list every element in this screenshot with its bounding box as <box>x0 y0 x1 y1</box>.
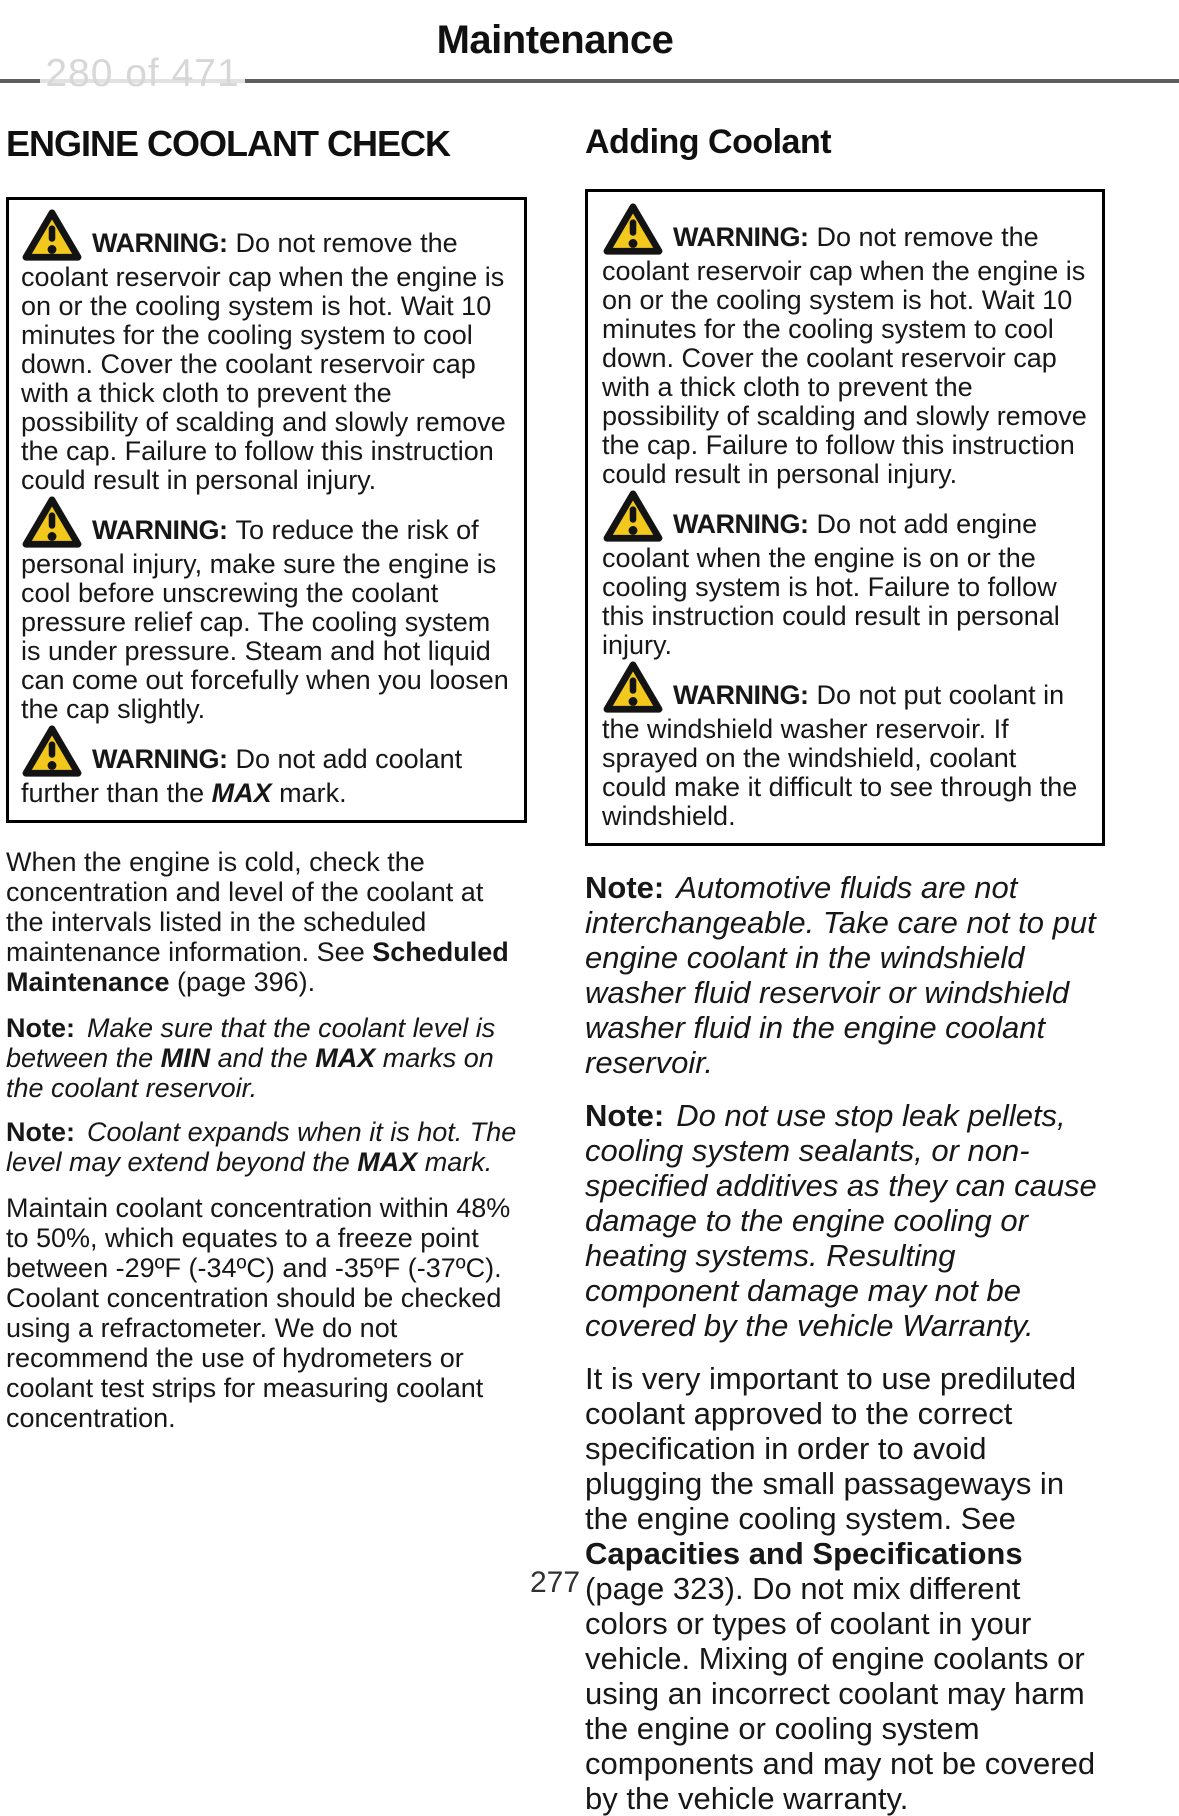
body-text: (page 323). Do not mix different colors or types of coolant in your vehicle. Mixing of engine coolants or using an incorrect coolant may harm the engine or cooling system components and may not be covered by the vehicle warranty. <box>585 1571 1096 1816</box>
subsection-heading: Adding Coolant <box>585 123 832 161</box>
note-paragraph <box>6 1117 527 1177</box>
note-text: Make sure that the coolant level is between the <box>6 1013 496 1073</box>
note-label: Note: <box>6 1117 75 1147</box>
body-paragraph: Maintain coolant concentration within 48% to 50%, which equates to a freeze point between -29ºF (-34ºC) and -35ºF (-37ºC). Coolant concentration should be checked using a refractometer. We do not recommend the use of hydrometers or coolant test strips for measuring coolant concentration. <box>6 1193 511 1433</box>
warning-triangle-icon <box>602 202 664 257</box>
body-paragraph <box>6 847 527 997</box>
pdf-page-indicator: 280 of 471 <box>40 12 245 106</box>
warning-text: Do not put coolant in the windshield washer reservoir. If sprayed on the windshield, coolant could make it difficult to see through the windshield. <box>602 680 1078 831</box>
warning-paragraph <box>21 724 512 808</box>
warning-label: WARNING: <box>673 680 809 710</box>
warning-text: To reduce the risk of personal injury, make sure the engine is cool before unscrewing the coolant pressure relief cap. The cooling system is under pressure. Steam and hot liquid can come out forcefully when you loosen the cap slightly. <box>21 515 509 724</box>
warning-triangle-icon <box>21 724 83 779</box>
right-column <box>585 122 1105 1816</box>
note-label: Note: <box>585 1098 665 1133</box>
warning-box-engine-coolant-check <box>6 197 527 823</box>
note-text: marks on the coolant reservoir. <box>6 1043 494 1103</box>
warning-text: Do not add coolant further than the <box>21 744 463 808</box>
page-number: 277 <box>529 1566 581 1599</box>
warning-box-adding-coolant <box>585 189 1105 846</box>
warning-triangle-icon <box>602 489 664 544</box>
warning-label: WARNING: <box>92 228 228 258</box>
body-text: When the engine is cold, check the concentration and level of the coolant at the intervals listed in the scheduled maintenance information. See <box>6 847 484 967</box>
note-text: and the <box>210 1043 316 1073</box>
warning-label: WARNING: <box>92 515 228 545</box>
note-label: Note: <box>585 870 665 905</box>
warning-label: WARNING: <box>673 509 809 539</box>
warning-paragraph <box>602 660 1088 831</box>
min-mark-emphasis: MIN <box>160 1043 211 1073</box>
warning-paragraph <box>602 489 1088 660</box>
body-text: It is very important to use prediluted coolant approved to the correct specification in order to avoid plugging the small passageways in the engine cooling system. See <box>585 1361 1077 1536</box>
warning-label: WARNING: <box>92 744 228 774</box>
warning-text: Do not remove the coolant reservoir cap when the engine is on or the cooling system is hot. Wait 10 minutes for the cooling system to cool down. Cover the coolant reservoir cap with a thick cloth to prevent the possibility of scalding and slowly remove the cap. Failure to follow this instruction could result in personal injury. <box>21 228 506 495</box>
warning-text: mark. <box>271 778 347 808</box>
cross-reference: Scheduled Maintenance <box>6 937 509 997</box>
warning-text: Do not add engine coolant when the engine is on or the cooling system is hot. Failure to follow this instruction could result in personal injury. <box>602 509 1060 660</box>
note-text: Coolant expands when it is hot. The level may extend beyond the <box>6 1117 517 1177</box>
warning-paragraph <box>21 495 512 724</box>
note-label: Note: <box>6 1013 75 1043</box>
cross-reference: Capacities and Specifications <box>585 1536 1023 1571</box>
warning-text: Do not remove the coolant reservoir cap when the engine is on or the cooling system is hot. Wait 10 minutes for the cooling system to cool down. Cover the coolant reservoir cap with a thick cloth to prevent the possibility of scalding and slowly remove the cap. Failure to follow this instruction could result in personal injury. <box>602 222 1087 489</box>
max-mark-emphasis: MAX <box>315 1043 376 1073</box>
note-text: Do not use stop leak pellets, cooling system sealants, or non-specified additives as they can cause damage to the engine cooling or heating systems. Resulting component damage may not be covered by the vehicle Warranty. <box>585 1098 1097 1343</box>
warning-triangle-icon <box>21 208 83 263</box>
max-mark-emphasis: MAX <box>357 1147 418 1177</box>
warning-triangle-icon <box>602 660 664 715</box>
warning-label: WARNING: <box>673 222 809 252</box>
warning-triangle-icon <box>21 495 83 550</box>
note-text: Automotive fluids are not interchangeable. Take care not to put engine coolant in the windshield washer fluid reservoir or windshield washer fluid in the engine coolant reservoir. <box>585 870 1096 1080</box>
note-paragraph <box>6 1013 527 1103</box>
body-text: (page 396). <box>169 967 316 997</box>
section-heading: ENGINE COOLANT CHECK <box>6 123 451 164</box>
warning-paragraph <box>602 202 1088 489</box>
warning-paragraph <box>21 208 512 495</box>
max-mark-emphasis: MAX <box>211 778 272 808</box>
note-text: mark. <box>417 1147 493 1177</box>
left-column <box>6 122 527 1433</box>
note-paragraph <box>585 1098 1105 1343</box>
page-title: Maintenance <box>436 18 674 62</box>
note-paragraph <box>585 870 1105 1080</box>
